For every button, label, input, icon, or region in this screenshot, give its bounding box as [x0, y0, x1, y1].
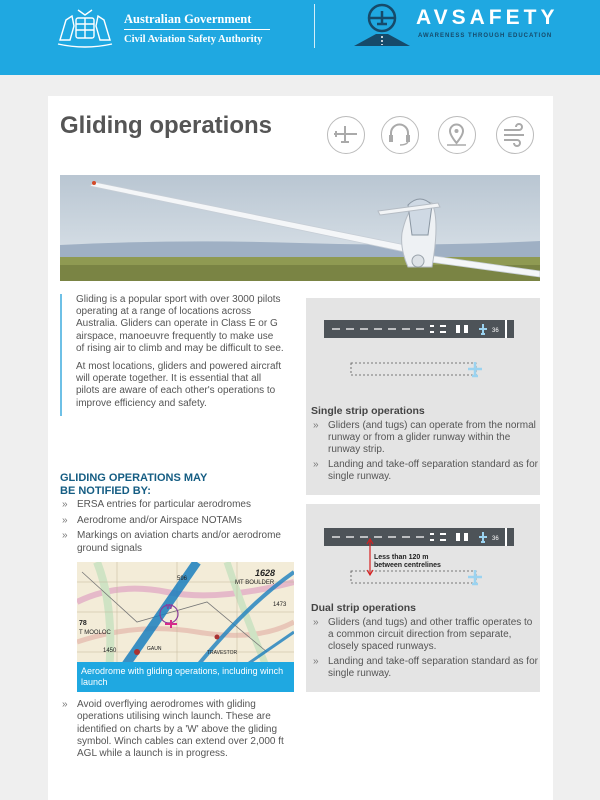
list-item: » Avoid overflying aerodromes with gliding operations utilising winch launch. These are identified on charts by a 'W' above the gliding symbol. Winch cables can extend over 2,000 ft AGL while a launch is in progress.	[60, 699, 295, 760]
glider-photo	[60, 175, 540, 281]
intro-paragraph: At most locations, gliders and powered aircraft will operate together. It is essential that all pilots are aware of each other's operations to improve efficiency and safety.	[76, 361, 282, 409]
single-strip-list	[311, 420, 539, 485]
map-label-gaun: GAUN	[147, 646, 162, 652]
map-label-travestor: TRAVESTOR	[207, 650, 238, 656]
map-label-winch-w: W	[166, 604, 173, 611]
single-strip-heading: Single strip operations	[311, 405, 425, 417]
runway-number: 36	[492, 328, 499, 334]
dual-strip-heading: Dual strip operations	[311, 602, 417, 614]
aircraft-icon	[327, 116, 365, 154]
wind-icon	[496, 116, 534, 154]
headset-icon	[381, 116, 419, 154]
map-label-596: 596	[177, 576, 188, 582]
notified-heading	[60, 472, 207, 498]
brand-tagline: AWARENESS THROUGH EDUCATION	[418, 33, 553, 39]
map-label-78: 78	[79, 620, 87, 627]
map-label-mooloc: T MOOLOC	[79, 630, 111, 636]
single-strip-diagram	[306, 298, 540, 398]
notified-heading-line: GLIDING OPERATIONS MAY	[60, 472, 208, 484]
government-name: Australian Government	[124, 12, 252, 26]
map-label-1450: 1450	[103, 648, 117, 654]
map-label-mt-boulder: MT BOULDER	[235, 580, 275, 586]
location-pin-icon	[438, 116, 476, 154]
brand-title: AVSAFETY	[416, 6, 559, 29]
dual-strip-panel	[306, 504, 540, 692]
header-banner	[0, 0, 600, 75]
page-title: Gliding operations	[60, 112, 273, 139]
coat-of-arms-icon	[52, 6, 118, 48]
authority-name: Civil Aviation Safety Authority	[124, 34, 263, 45]
notified-list	[60, 499, 295, 558]
list-item: » Landing and take-off separation standard as for single runway.	[311, 459, 539, 483]
header-rule	[124, 29, 270, 30]
runway-number: 36	[492, 536, 499, 542]
intro-paragraph: Gliding is a popular sport with over 3000 pilots operating at a range of locations across Australia. Gliders can operate in Class E or G airspace, manoeuvre frequently to make use of rising air to climb and may be difficult to see.	[76, 294, 284, 354]
list-item: » Gliders (and tugs) can operate from the normal runway or from a glider runway within the runway strip.	[311, 420, 539, 457]
dual-strip-list	[311, 617, 539, 682]
winch-list	[60, 699, 295, 760]
list-item: » Markings on aviation charts and/or aerodrome ground signals	[60, 530, 295, 555]
avsafety-logo-icon	[350, 2, 420, 48]
notified-heading-line: BE NOTIFIED BY:	[60, 485, 151, 497]
dual-strip-diagram	[306, 504, 540, 599]
map-caption: Aerodrome with gliding operations, including winch launch	[77, 662, 294, 692]
header-divider	[314, 4, 315, 48]
list-item: » Landing and take-off separation standard as for single runway.	[311, 656, 539, 680]
single-strip-panel	[306, 298, 540, 495]
map-label-1628: 1628	[255, 568, 276, 578]
list-item: » Aerodrome and/or Airspace NOTAMs	[60, 515, 295, 528]
intro-text	[60, 294, 284, 416]
map-label-1473: 1473	[273, 602, 287, 608]
separation-label-line2: between centrelines	[374, 562, 441, 569]
separation-label-line1: Less than 120 m	[374, 554, 429, 561]
list-item: » Gliders (and tugs) and other traffic operates to a common circuit direction from separate, closely spaced runways.	[311, 617, 539, 654]
list-item: » ERSA entries for particular aerodromes	[60, 499, 295, 512]
